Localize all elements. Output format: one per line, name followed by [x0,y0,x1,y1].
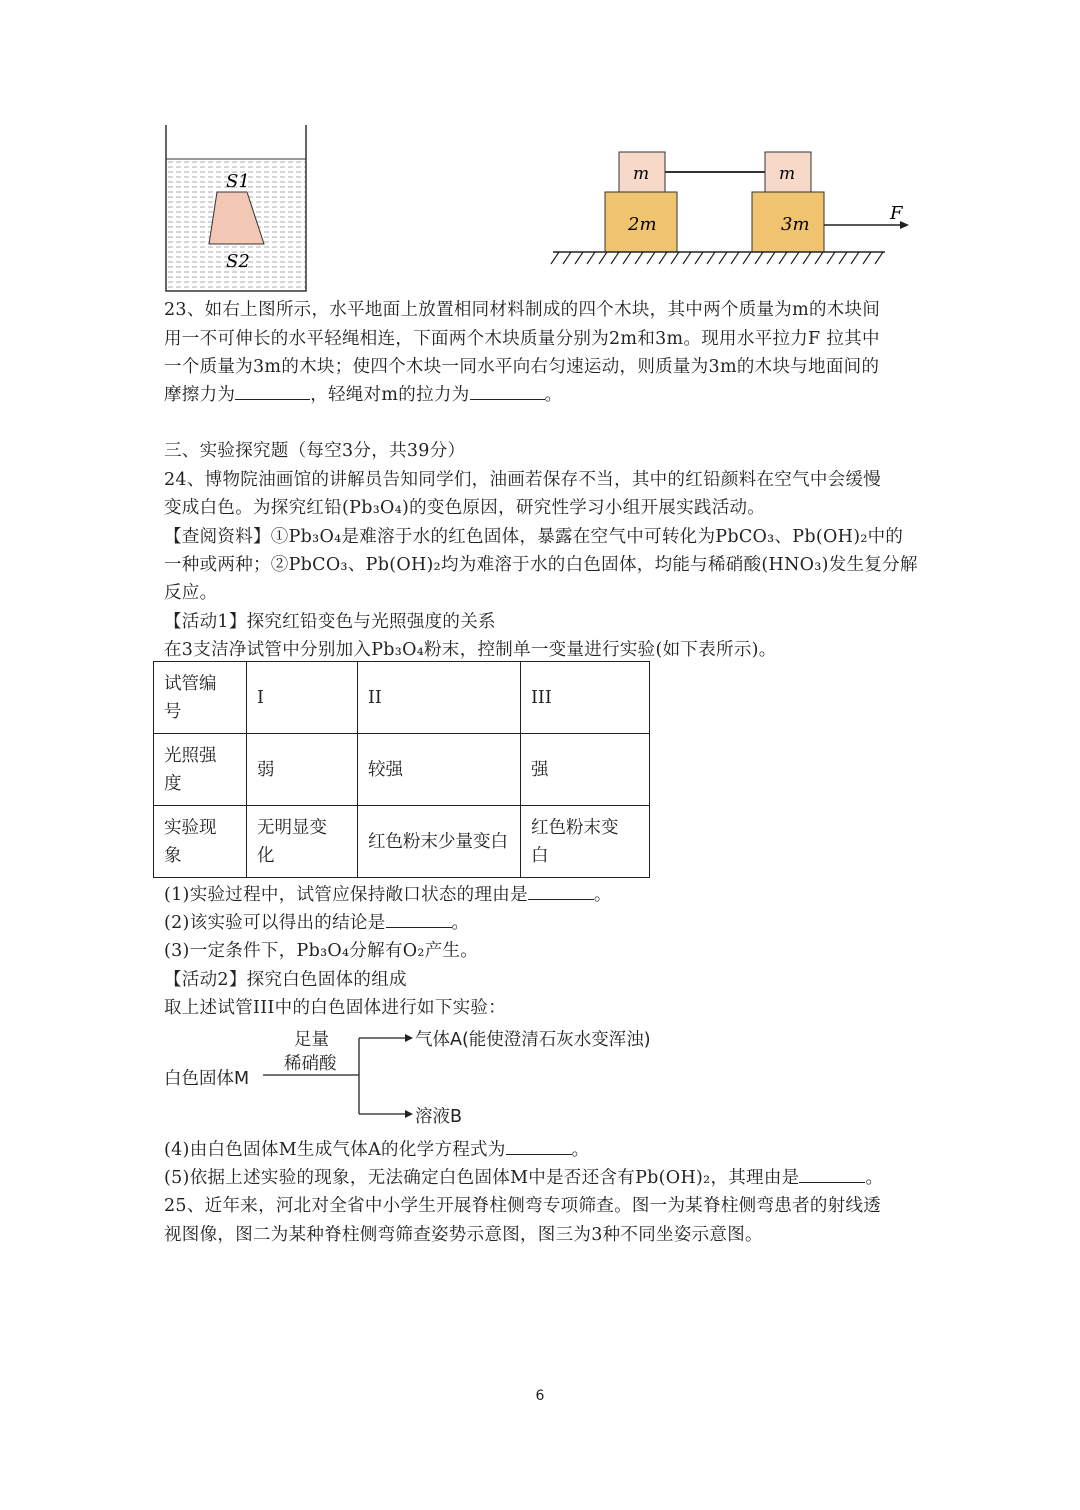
buoyancy-figure [160,125,310,295]
q24-line-3: 【查阅资料】①Pb₃O₄是难溶于水的红色固体，暴露在空气中可转化为PbCO₃、Pb(OH)₂中的 [164,527,904,547]
q24-sub-4 [164,1136,589,1161]
ground-hatch [731,252,739,264]
ground-hatch [635,252,643,264]
table-row [154,734,650,806]
table-cell: 红色粉末少量变白 [368,831,508,852]
answer-blank[interactable] [386,913,452,928]
text: 。 [451,913,470,933]
ground-hatch [779,252,787,264]
text: 。 [571,1140,590,1160]
force-label: F [890,203,903,224]
ground-hatch [647,252,655,264]
answer-blank[interactable] [799,1168,865,1183]
flow-arrows [255,1030,420,1130]
q23-line-1: 23、如右上图所示，水平地面上放置相同材料制成的四个木块，其中两个质量为m的木块间 [164,300,881,320]
table-row [154,806,650,878]
page-number: 6 [535,1388,545,1404]
flow-reagent-2: 稀硝酸 [284,1054,337,1074]
table-cell: 实验现象 [164,817,217,866]
table-cell: III [521,662,650,734]
ground-hatch [851,252,859,264]
ground-hatch [767,252,775,264]
answer-blank[interactable] [235,385,310,400]
answer-blank[interactable] [470,385,545,400]
table-cell: 红色粉末变白 [531,817,619,866]
flow-start: 白色固体M [164,1069,250,1089]
q24-line-6: 【活动1】探究红铅变色与光照强度的关系 [164,612,496,632]
flow-product-a: 气体A(能使澄清石灰水变浑浊) [415,1030,651,1050]
text: (5)依据上述实验的现象，无法确定白色固体M中是否还含有Pb(OH)₂，其理由是 [164,1168,800,1188]
ground-hatch [599,252,607,264]
q24-line-7: 在3支洁净试管中分别加入Pb₃O₄粉末，控制单一变量进行实验(如下表所示)。 [164,640,777,660]
q23-line-3: 一个质量为3m的木块；使四个木块一同水平向右匀速运动，则质量为3m的木块与地面间的 [164,357,880,377]
block-top-right-label: m [779,164,796,184]
answer-blank[interactable] [506,1140,572,1155]
ground-hatch [611,252,619,264]
answer-blank[interactable] [528,885,594,900]
text: 。 [544,385,563,405]
experiment-table [153,661,650,878]
table-cell: 无明显变化 [257,817,327,866]
table-cell: 试管编号 [164,673,217,722]
ground-hatch [815,252,823,264]
ground-hatch [695,252,703,264]
table-cell: 强 [521,734,650,806]
text: (1)实验过程中，试管应保持敞口状态的理由是 [164,885,528,905]
q25-line-2: 视图像，图二为某种脊柱侧弯筛查姿势示意图，图三为3种不同坐姿示意图。 [164,1225,763,1245]
ground-hatch [551,252,559,264]
text: 。 [593,885,612,905]
ground-hatch [707,252,715,264]
ground-hatch [863,252,871,264]
ground-hatch [683,252,691,264]
ground-hatch [659,252,667,264]
ground-hatch [587,252,595,264]
table-cell: 光照强度 [164,745,217,794]
ground-hatch [839,252,847,264]
q24-line-1: 24、博物院油画馆的讲解员告知同学们，油画若保存不当，其中的红铅颜料在空气中会缓慢 [164,470,882,490]
q24-sub-1 [164,881,612,906]
ground-hatch [743,252,751,264]
q23-line-2: 用一不可伸长的水平轻绳相连，下面两个木块质量分别为2m和3m。现用水平拉力F 拉其中 [164,329,880,349]
activity-2-heading: 【活动2】探究白色固体的组成 [164,970,407,990]
q24-line-2: 变成白色。为探究红铅(Pb₃O₄)的变色原因，研究性学习小组开展实践活动。 [164,498,766,518]
blocks-figure [545,145,925,270]
ground-hatch [827,252,835,264]
ground-hatch [623,252,631,264]
table-cell: I [247,662,358,734]
ground-hatch [803,252,811,264]
ground-hatch [719,252,727,264]
q24-sub-3: (3)一定条件下，Pb₃O₄分解有O₂产生。 [164,941,479,961]
block-2m-label: 2m [628,214,657,235]
s1-label: S1 [226,171,250,192]
q23-line-4 [164,381,562,406]
table-cell: II [358,662,521,734]
block-top-left-label: m [633,164,650,184]
ground-hatch [791,252,799,264]
activity-2-intro: 取上述试管III中的白色固体进行如下实验： [164,998,507,1018]
s2-label: S2 [226,251,250,272]
text: 。 [865,1168,884,1188]
q24-line-5: 反应。 [164,583,218,603]
text: (2)该实验可以得出的结论是 [164,913,386,933]
text: (4)由白色固体M生成气体A的化学方程式为 [164,1140,506,1160]
table-cell: 较强 [358,734,521,806]
q24-sub-2 [164,909,469,934]
q24-sub-5 [164,1164,883,1189]
q25-line-1: 25、近年来，河北对全省中小学生开展脊柱侧弯专项筛查。图一为某脊柱侧弯患者的射线透 [164,1196,882,1216]
text: ，轻绳对m的拉力为 [310,385,470,405]
flow-product-b: 溶液B [415,1107,463,1127]
ground-hatch [875,252,883,264]
ground-hatch [755,252,763,264]
ground-hatch [671,252,679,264]
table-row [154,662,650,734]
ground-hatch [563,252,571,264]
ground-hatch [575,252,583,264]
table-cell: 弱 [247,734,358,806]
flow-reagent-1: 足量 [294,1030,329,1050]
block-3m-label: 3m [781,214,810,235]
text: 摩擦力为 [164,385,236,405]
q24-line-4: 一种或两种；②PbCO₃、Pb(OH)₂均为难溶于水的白色固体，均能与稀硝酸(HNO₃)发生复分解 [164,555,918,575]
section-heading: 三、实验探究题（每空3分，共39分） [164,441,466,461]
